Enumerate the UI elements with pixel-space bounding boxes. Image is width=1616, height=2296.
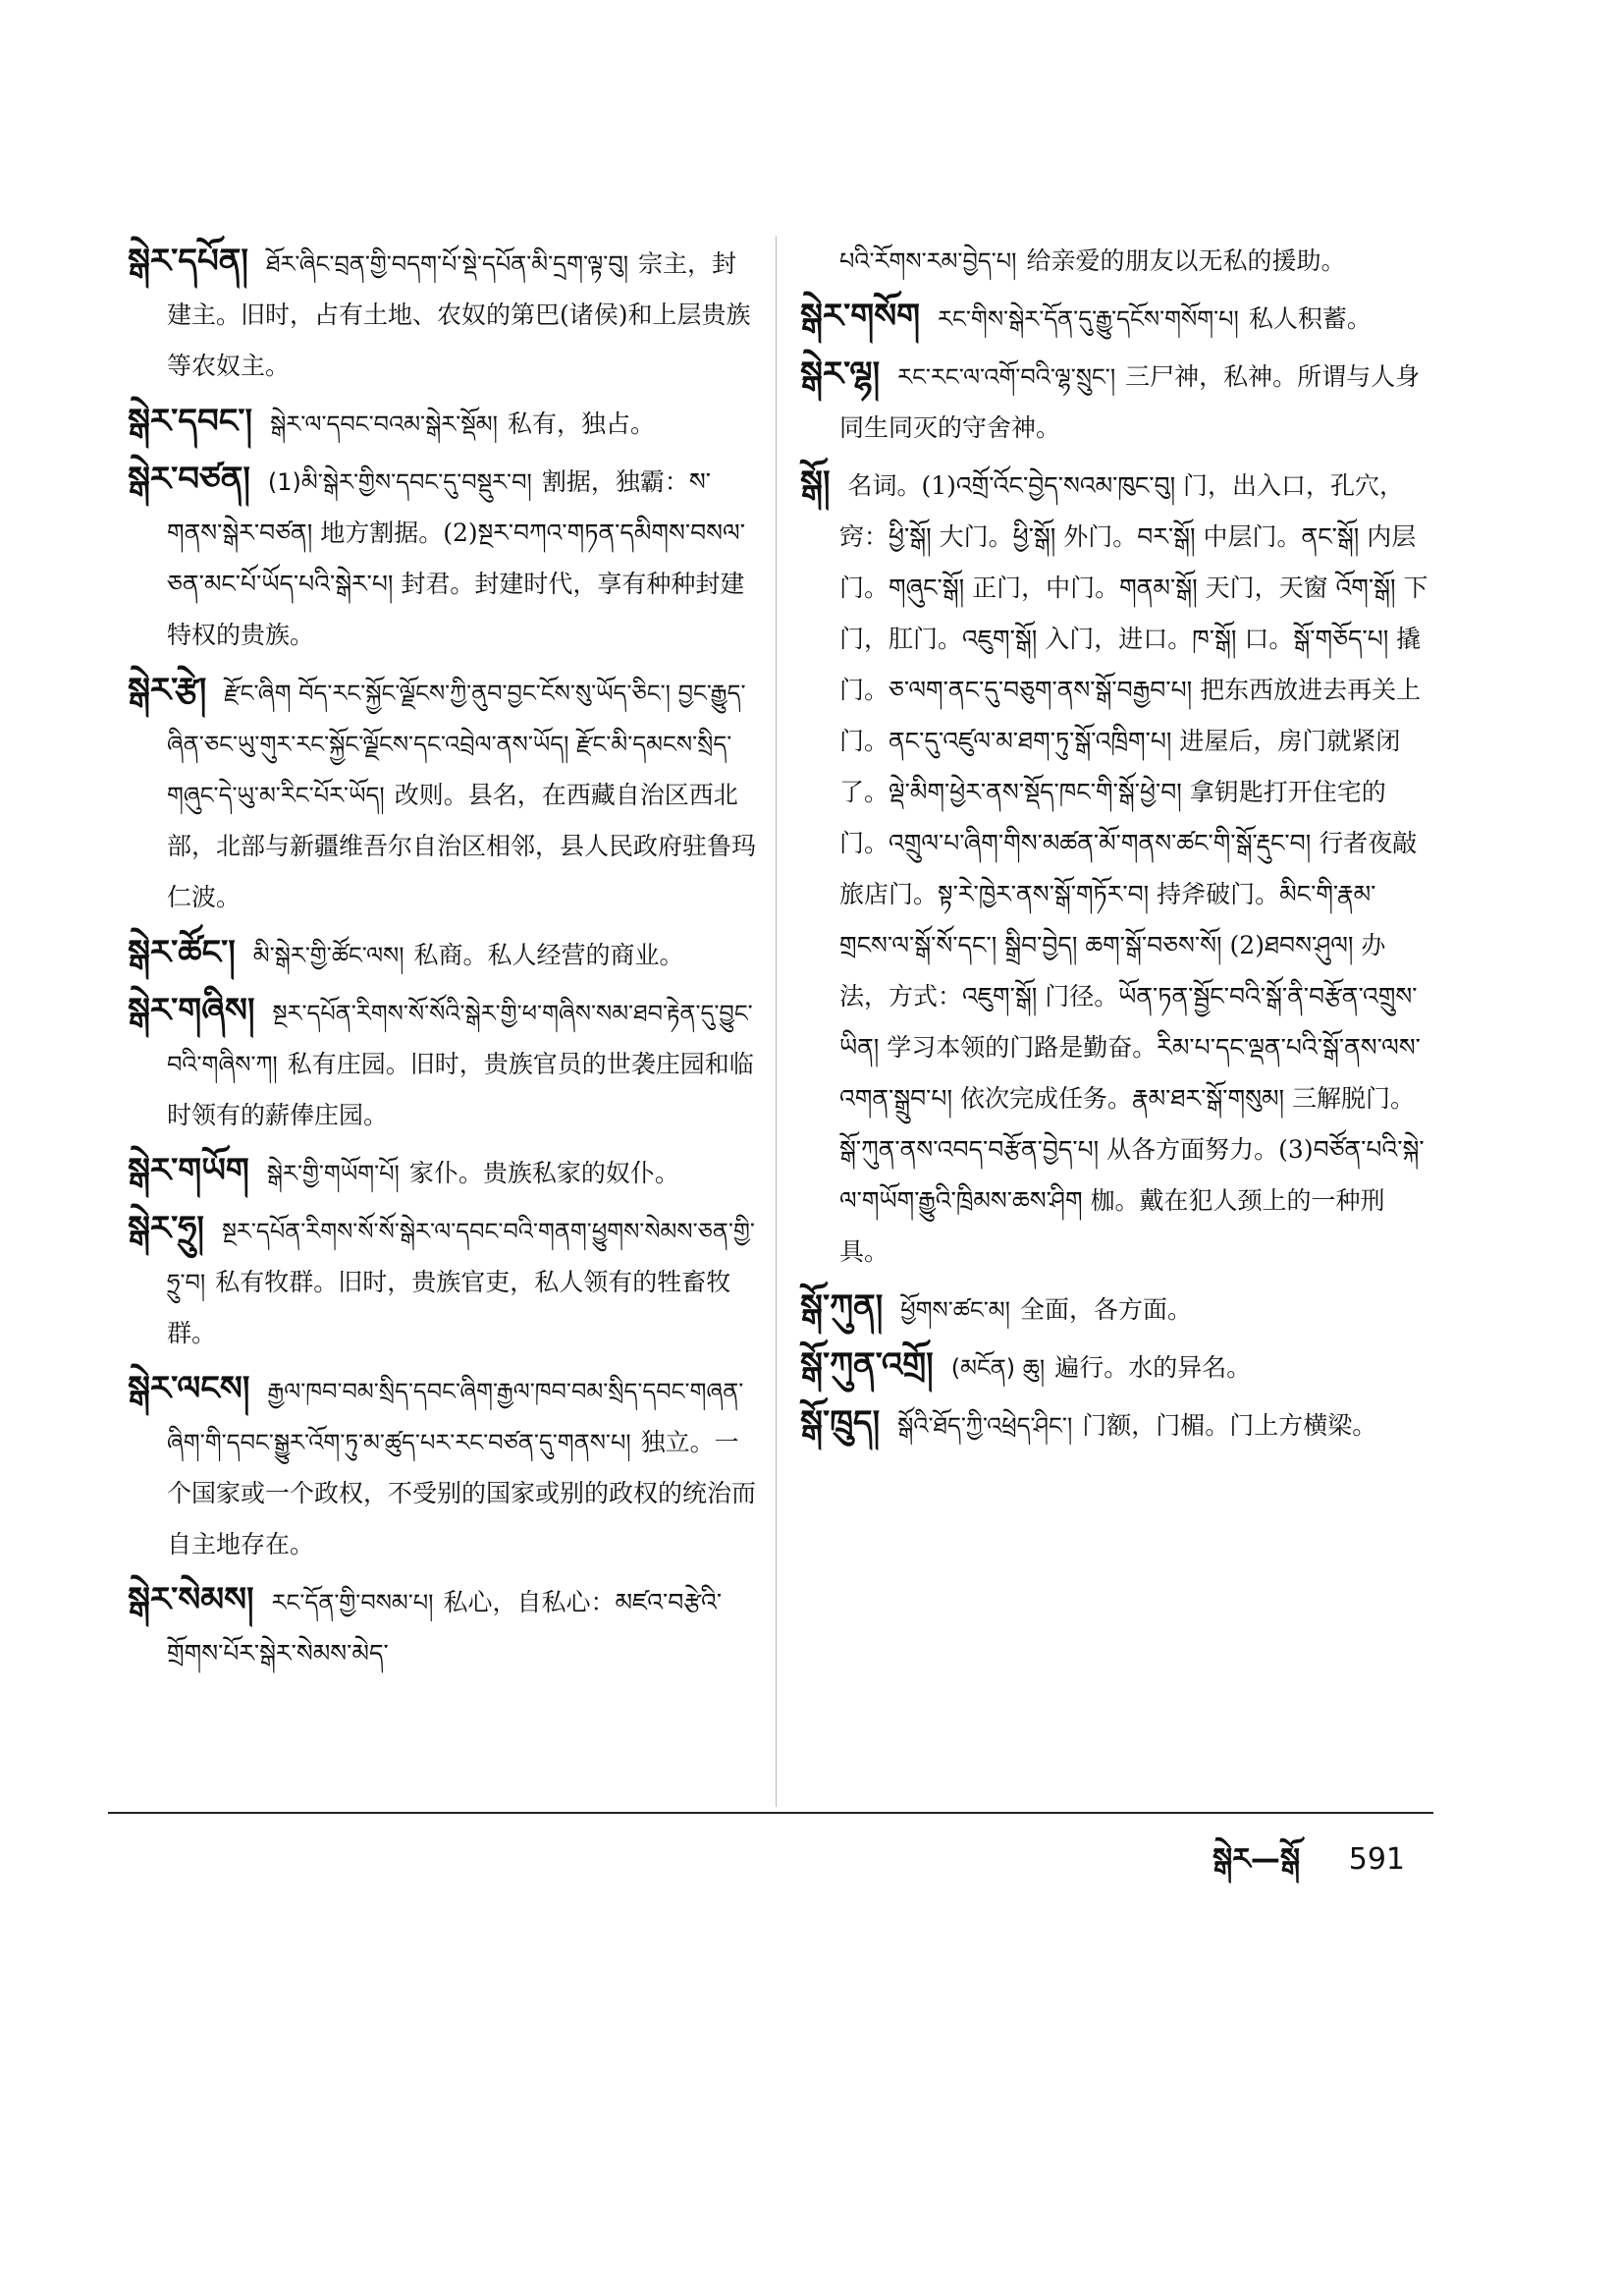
headword: སྒོ།: [800, 464, 831, 503]
chinese-definition: 三尸神，私神。所谓与人身同生同灭的守舍神。: [839, 362, 1421, 442]
headword: སྒེར་གསོག: [800, 297, 921, 336]
headword: སྒེར་ཚོང་།: [128, 933, 236, 972]
tibetan-definition: (1)མི་སྒེར་གྱིས་དབང་དུ་བསྡུར་བ།: [267, 468, 532, 496]
tibetan-definition: རང་གིས་སྒེར་དོན་དུ་རྒྱུ་དངོས་གསོག་པ།: [938, 305, 1239, 333]
chinese-definition: 家仆。贵族私家的奴仆。: [408, 1159, 679, 1187]
chinese-definition: 门额，门楣。门上方横梁。: [1082, 1411, 1377, 1440]
dictionary-entry: [128, 1574, 756, 1679]
right-column: [800, 236, 1428, 1455]
tibetan-definition: སྒེར་གྱི་གཡོག་པོ།: [266, 1160, 400, 1187]
headword: སྒོ་ཀུན།: [800, 1287, 884, 1327]
headword: སྒེར་སེམས།: [128, 1580, 254, 1619]
tibetan-definition: པའི་རོགས་རམ་བྱེད་པ།: [839, 247, 1017, 275]
tibetan-definition: (མངོན) ཆུ།: [950, 1354, 1046, 1382]
tibetan-definition: སྒེར་ལ་དབང་བའམ་སྒེར་སྡོམ།: [270, 410, 498, 438]
dictionary-entry: [800, 458, 1428, 1278]
chinese-definition: 私心，自私心：མཛའ་བརྩེའི་གྲོགས་པོར་སྒེར་སེམས་མེད་: [167, 1588, 723, 1667]
dictionary-entry: [128, 454, 756, 661]
chinese-definition: 独立。一个国家或一个政权，不受别的国家或别的政权的统治而自主地存在。: [167, 1428, 757, 1558]
page-number: 591: [1348, 1842, 1405, 1877]
chinese-definition: 遍行。水的异名。: [1054, 1353, 1252, 1382]
dictionary-entry: [800, 1397, 1428, 1451]
dictionary-entry: [128, 1145, 756, 1199]
headword: སྒེར་གཞིས།: [128, 991, 255, 1030]
tibetan-definition: ཐོར་ཞིང་བྲན་གྱི་བདག་པོ་སྡེ་དཔོན་མི་དྲག་ལྟ་བུ།: [265, 250, 629, 278]
chinese-definition: 给亲爱的朋友以无私的援助。: [1026, 246, 1346, 275]
headword: སྒེར་གཡོག: [128, 1151, 249, 1190]
tibetan-definition: མི་སྒེར་གྱི་ཚོང་ལས།: [252, 942, 404, 969]
chinese-definition: 全面，各方面。: [1019, 1295, 1192, 1324]
chinese-definition: 私有牧群。旧时，贵族官吏，私人领有的牲畜牧群。: [167, 1268, 731, 1347]
column-divider: [776, 236, 777, 1807]
tibetan-definition: རྒྱལ་ཁབ་བམ་སྲིད་དབང་ཞིག་རྒྱལ་ཁབ་བམ་སྲིད་དབང་གཞན་ཞིག་གི་དབང་སྒྱུར་འོག་ཏུ་མ་ཚུད་པར་རང་བཙན་དུ་གནས་པ།: [167, 1378, 744, 1456]
dictionary-entry: [800, 349, 1428, 454]
headword: སྒེར་ཧྲུ།: [128, 1209, 204, 1248]
headword: སྒེར་དཔོན།: [128, 242, 248, 281]
tibetan-definition: སྒོའི་ཐོད་ཀྱི་འཕྲེད་ཤིང་།: [897, 1412, 1073, 1440]
tibetan-definition: སྔར་དཔོན་རིགས་སོ་སོའི་སྒེར་གྱི་ཕ་གཞིས་སམ་ཐབ་རྟེན་དུ་བྱུང་བའི་གཞིས་ཀ།: [167, 1000, 753, 1078]
chinese-definition: 名词。(1)འགྲོ་འོང་བྱེད་སའམ་ཁུང་བུ། 门，出入口，孔穴，窍：ཕྱི་སྒོ། 大门。ཕྱི་སྒོ། 外门。བར་སྒོ། 中层门。ནང་སྒོ། 内层门。གཞུང་སྒོ། 正门，中门。གནམ་སྒོ། 天门，天窗 འོག་སྒོ། 下门，肛门。འཇུག་སྒོ། 入门，进口。ཁ་སྒོ། 口。སྒོ་གཅོད་པ། 撬门。ཅ་ལག་ནང་དུ་བཅུག་ནས་སྒོ་བརྒྱབ་པ། 把东西放进去再关上门。ནང་དུ་འཛུལ་མ་ཐག་ཏུ་སྒོ་འཁྲིག་པ། 进屋后，房门就紧闭了。ལྡེ་མིག་ཕྱེར་ནས་སྡོད་ཁང་གི་སྒོ་ཕྱེ་བ། 拿钥匙打开住宅的门。འགྲུལ་པ་ཞིག་གིས་མཚན་མོ་གནས་ཚང་གི་སྒོ་རྡུང་བ། 行者夜敲旅店门。སྟ་རེ་ཁྱེར་ནས་སྒོ་གཏོར་བ། 持斧破门。མིང་གི་རྣམ་གྲངས་ལ་སྒོ་སོ་དང་། སྒྲིབ་བྱེད། ཆག་སྒོ་བཅས་སོ། (2)ཐབས་ཤུལ། 办法，方式：འཇུག་སྒོ། 门径。ཡོན་ཏན་སྦྱོང་བའི་སྒོ་ནི་བརྩོན་འགྲུས་ཡིན། 学习本领的门路是勤奋。རིམ་པ་དང་ལྡན་པའི་སྒོ་ནས་ལས་འགན་སྒྲུབ་པ། 依次完成任务。རྣམ་ཐར་སྒོ་གསུམ། 三解脱门。སྒོ་ཀུན་ནས་འབད་བརྩོན་བྱེད་པ། 从各方面努力。(3)བཙོན་པའི་སྐེ་ལ་གཡོག་རྒྱུའི་ཁྲིམས་ཆས་ཤིག 枷。戴在犯人颈上的一种刑具。: [839, 471, 1428, 1266]
guide-words: སྒེར—སྒོ: [1212, 1842, 1301, 1877]
dictionary-entry: [800, 236, 1428, 287]
chinese-definition: 私有，独占。: [507, 410, 655, 438]
chinese-definition: 宗主，封建主。旧时，占有土地、农奴的第巴(诸侯)和上层贵族等农奴主。: [167, 249, 751, 380]
headword: སྒེར་ལྷ།: [800, 355, 881, 394]
dictionary-entry: [128, 665, 756, 923]
tibetan-definition: སྔར་དཔོན་རིགས་སོ་སོ་སྒེར་ལ་དབང་བའི་གནག་ཕྱུགས་སེམས་ཅན་གྱི་ཧྲུ་བ།: [167, 1218, 755, 1296]
tibetan-definition: རྫོང་ཞིག བོད་རང་སྐྱོང་ལྗོངས་ཀྱི་ནུབ་བྱང་ངོས་སུ་ཡོད་ཅིང་། བྱང་རྒྱུད་ཞིན་ཅང་ཡུ་གུར་རང་སྐྱོང་ལྗོངས་དང་འབྲེལ་ནས་ཡོད། རྫོང་མི་དམངས་སྲིད་གཞུང་དེ་ཡུ་མ་རིང་པོར་ཡོད།: [167, 680, 746, 809]
chinese-definition: 私商。私人经营的商业。: [413, 941, 684, 969]
dictionary-entry: [128, 985, 756, 1141]
dictionary-entry: [800, 1282, 1428, 1336]
dictionary-entry: [128, 236, 756, 392]
chinese-definition: 改则。县名，在西藏自治区西北部，北部与新疆维吾尔自治区相邻，县人民政府驻鲁玛仁波。: [167, 781, 757, 911]
headword: སྒོ་ཀུན་འགྲོ།: [800, 1345, 934, 1385]
tibetan-definition: ཕྱོགས་ཚང་མ།: [900, 1296, 1010, 1324]
headword: སྒེར་ལངས།: [128, 1369, 250, 1408]
headword: སྒོ་ཁྲུད།: [800, 1403, 881, 1443]
left-column: [128, 236, 756, 1683]
chinese-definition: 私有庄园。旧时，贵族官员的世袭庄园和临时领有的薪俸庄园。: [167, 1050, 754, 1129]
chinese-definition: 私人积蓄。: [1248, 304, 1372, 333]
tibetan-definition: རང་དོན་གྱི་བསམ་པ།: [271, 1589, 434, 1616]
page-footer: [1212, 1827, 1405, 1909]
dictionary-entry: [128, 1203, 756, 1359]
dictionary-entry: [800, 291, 1428, 345]
dictionary-entry: [800, 1339, 1428, 1394]
dictionary-entry: [128, 1363, 756, 1570]
footer-rule: [108, 1812, 1433, 1814]
dictionary-entry: [128, 396, 756, 450]
chinese-definition: 割据，独霸：ས་གནས་སྒེར་བཙན། 地方割据。(2)སྔར་བཀའ་གཏན་དམིགས་བསལ་ཅན་མང་པོ་ཡོད་པའི་སྒེར་པ། 封君。封建时代，享有种种封建特权的贵族。: [167, 467, 745, 649]
headword: སྒེར་དབང་།: [128, 402, 253, 441]
headword: སྒེར་རྩེ།: [128, 671, 207, 710]
headword: སྒེར་བཙན།: [128, 460, 250, 499]
tibetan-definition: རང་རང་ལ་འགོ་བའི་ལྷ་སྲུང་།: [897, 363, 1116, 391]
dictionary-entry: [128, 927, 756, 981]
